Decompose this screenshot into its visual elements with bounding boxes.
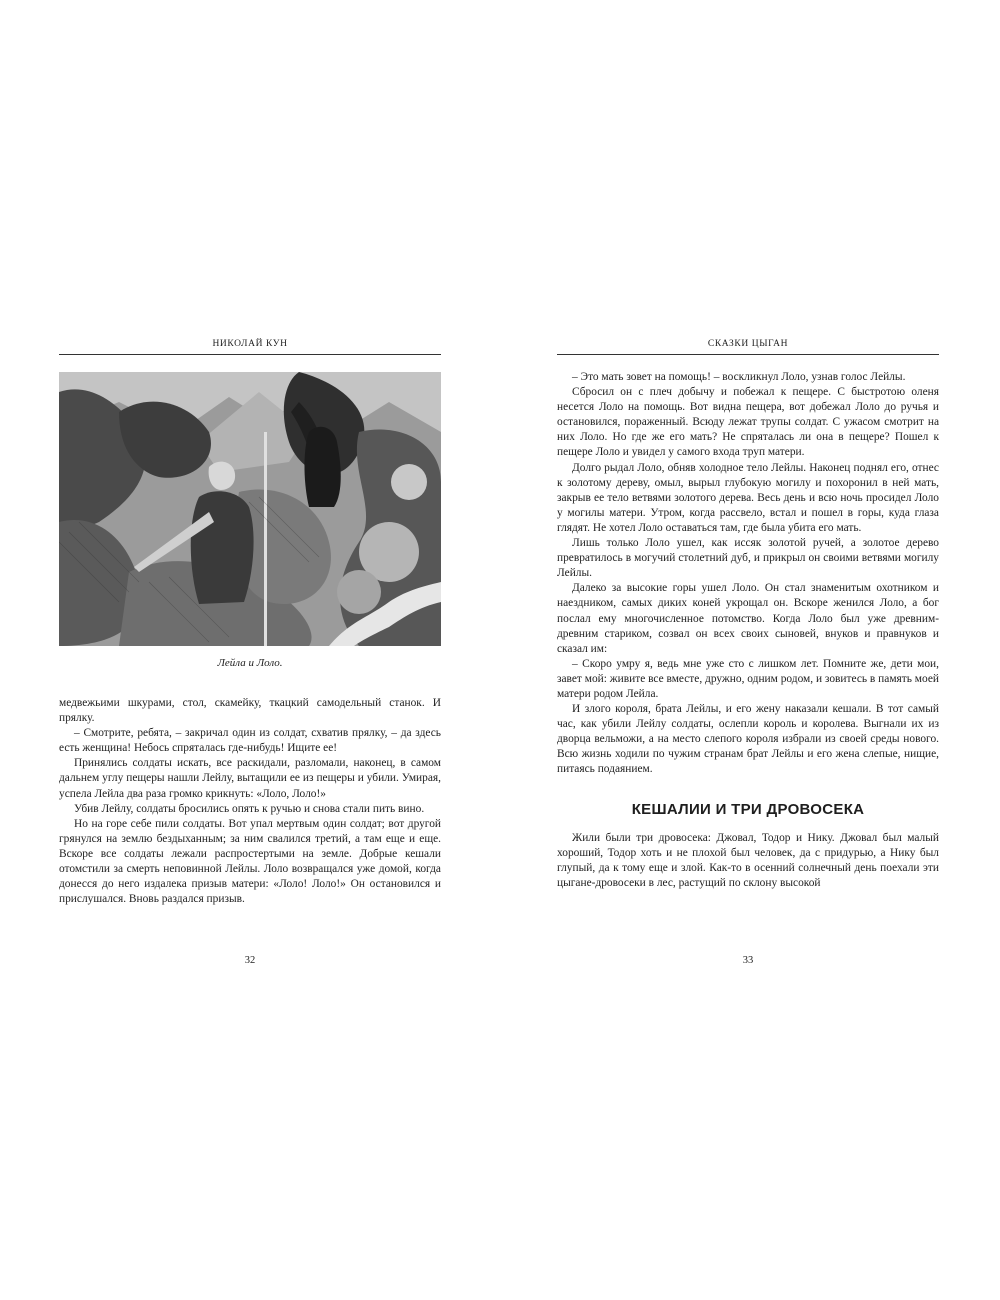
paragraph: Убив Лейлу, солдаты бросились опять к ручью и снова стали пить вино. bbox=[74, 802, 425, 815]
right-page bbox=[557, 338, 939, 891]
right-body-text bbox=[557, 370, 939, 778]
illustration-drawing bbox=[59, 372, 441, 646]
left-page bbox=[59, 338, 441, 907]
paragraph: – Скоро умру я, ведь мне уже сто с лишком лет. Помните же, дети мои, завет мой: живите все вместе, дружно, одним родом, и зовитесь в память моей матери родом Лейла. bbox=[557, 657, 939, 700]
paragraph: – Это мать зовет на помощь! – воскликнул Лоло, узнав голос Лейлы. bbox=[572, 371, 906, 383]
chapter-body-text bbox=[557, 831, 939, 891]
running-head-left: НИКОЛАЙ КУН bbox=[59, 338, 441, 355]
paragraph: Лишь только Лоло ушел, как иссяк золотой ручей, а золотое дерево превратилось в могучий столетний дуб, и прикрыл он своими ветвями могилу Лейлы. bbox=[557, 537, 939, 580]
left-body-text bbox=[59, 696, 441, 907]
paragraph: медвежьими шкурами, стол, скамейку, ткацкий самодельный станок. И прялку. bbox=[59, 697, 441, 725]
paragraph: Далеко за высокие горы ушел Лоло. Он стал знаменитым охотником и наездником, самых диких коней укрощал он. Вскоре женился Лоло, а бог послал ему многочисленное потомство. Когда Лоло был уже древним-древним стариком, созвал он всех своих сыновей, внуков и правнуков и сказал им: bbox=[557, 582, 939, 655]
illustration-leila-and-lolo bbox=[59, 372, 441, 646]
paragraph: Жили были три дровосека: Джовал, Тодор и Нику. Джовал был малый хороший, Тодор хоть и не плохой был человек, да с придурью, а Нику был глупый, да к тому еще и злой. Как-то в осенний солнечный день поехали эти цыгане-дровосеки в лес, растущий по склону высокой bbox=[557, 831, 939, 889]
paragraph: Сбросил он с плеч добычу и побежал к пещере. С быстротою оленя несется Лоло на помощь. Вот видна пещера, вот добежал Лоло до ручья и остановился, пораженный. Всюду лежат трупы солдат. С ужасом смотрит на них Лоло. Но где же его мать? Не спряталась ли она в пещере? Пошел к пещере Лоло и увидел у самого входа труп матери. bbox=[557, 386, 939, 459]
illustration-caption: Лейла и Лоло. bbox=[217, 657, 283, 669]
paragraph: – Смотрите, ребята, – закричал один из солдат, схватив прялку, – да здесь есть женщина! Небось спряталась где-нибудь! Ищите ее! bbox=[59, 727, 441, 755]
paragraph: Принялись солдаты искать, все раскидали, разломали, наконец, в самом дальнем углу пещеры нашли Лейлу, вытащили ее из пещеры и убили. Умирая, успела Лейла два раза громко крикнуть: «Лоло, Лоло!» bbox=[59, 757, 441, 800]
chapter-title: КЕШАЛИИ И ТРИ ДРОВОСЕКА bbox=[631, 800, 865, 818]
paragraph: Долго рыдал Лоло, обняв холодное тело Лейлы. Наконец поднял его, отнес к золотому дереву, омыл, вырыл глубокую могилу и похоронил в ней мать, закрыв ее тело ветвями золотого дерева. Весь день и всю ночь просидел Лоло у могилы матери. Утром, когда рассвело, встал и пошел в горы, куда глаза глядят. Не хотел Лоло оставаться там, где была убита его мать. bbox=[557, 461, 939, 534]
paragraph: Но на горе себе пили солдаты. Вот упал мертвым один солдат; вот другой грянулся на землю бездыханным; за ним свалился третий, а там еще и еще. Вскоре все солдаты лежали распростертыми на земле. Добрые кешали отомстили за смерть неповинной Лейлы. Лоло возвращался уже домой, когда донесся до него издалека призыв матери: «Лоло! Лоло!» Он остановился и прислушался. Вновь раздался призыв. bbox=[59, 817, 441, 906]
page-number-right: 33 bbox=[742, 955, 754, 966]
running-head-right: СКАЗКИ ЦЫГАН bbox=[557, 338, 939, 355]
paragraph: И злого короля, брата Лейлы, и его жену наказали кешали. В тот самый час, как убили Лейлу солдаты, ослепли король и королева. Выгнали их из дворца вельможи, а на место слепого короля избрали из своей среды нового. Всю жизнь ходили по чужим странам брат Лейлы и его жена слепые, нищие, питаясь подаянием. bbox=[557, 703, 939, 776]
page-number-left: 32 bbox=[244, 955, 256, 966]
